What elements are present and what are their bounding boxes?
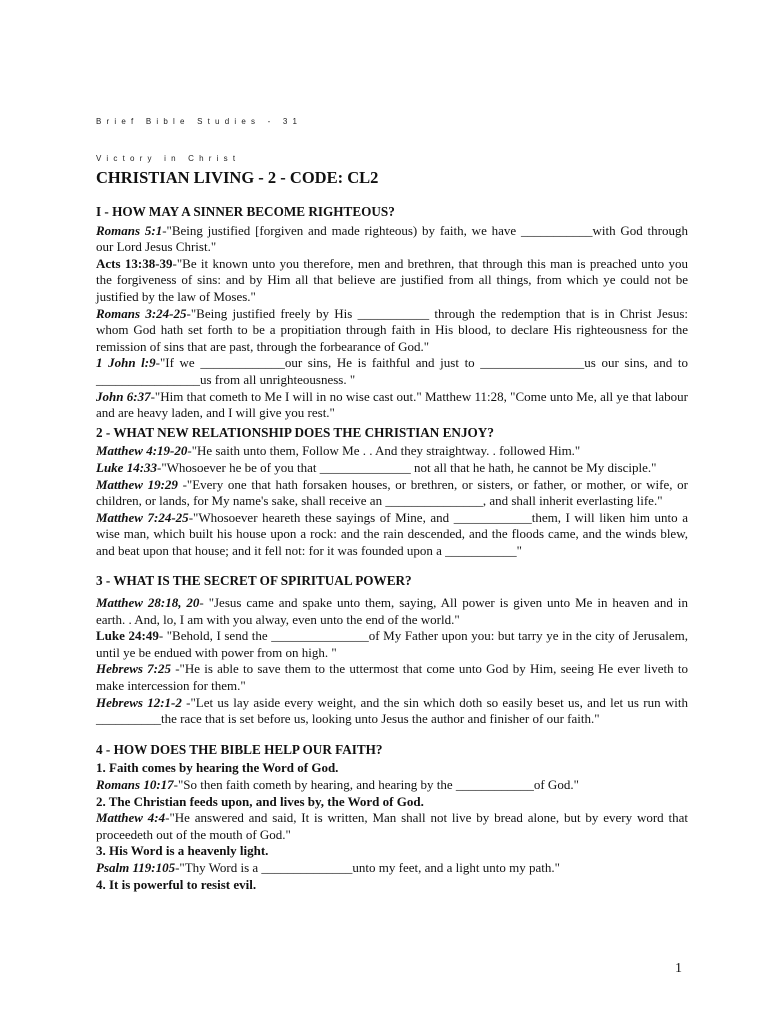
scripture-entry bbox=[96, 223, 688, 256]
study-point: 4. It is powerful to resist evil. bbox=[96, 876, 257, 892]
scripture-reference: Luke 14:33 bbox=[96, 459, 158, 475]
scripture-text: -"He answered and said, It is written, Man shall not live by bread alone, but by every word that proceedeth out of the mouth of God." bbox=[96, 810, 688, 842]
scripture-reference: Matthew 7:24-25 bbox=[96, 509, 189, 525]
scripture-entry bbox=[96, 810, 688, 843]
scripture-text: -"Being justified freely by His ___________ through the redemption that is in Christ Jesus: whom God hath set forth to be a propitiation through faith in His blood, to declare His righteousness for the remission of sins that are past, through the forbearance of God." bbox=[96, 305, 688, 354]
scripture-text: -"Whosoever he be of you that ______________ not all that he hath, he cannot be My disciple." bbox=[157, 459, 657, 475]
scripture-text: -"If we _____________our sins, He is faithful and just to ________________us our sins, and to ________________us from all unrighteousness. " bbox=[96, 355, 688, 387]
scripture-reference: Luke 24:49 bbox=[96, 628, 159, 644]
scripture-entry bbox=[96, 355, 688, 388]
scripture-entry bbox=[96, 695, 688, 728]
scripture-text: -"He is able to save them to the uttermost that come unto God by Him, seeing He ever liveth to make intercession for them." bbox=[96, 661, 688, 694]
scripture-entry bbox=[96, 628, 688, 661]
series-header: Brief Bible Studies - 31 bbox=[96, 117, 303, 126]
scripture-reference: Matthew 4:4 bbox=[96, 810, 166, 826]
study-body bbox=[96, 204, 688, 893]
scripture-reference: Matthew 4:19-20 bbox=[96, 443, 188, 459]
scripture-text: - "Behold, I send the _______________of My Father upon you: but tarry ye in the city of Jerusalem, until ye be endued with power from on high. " bbox=[96, 628, 688, 660]
scripture-reference: Romans 5:1 bbox=[96, 222, 163, 238]
scripture-reference: Acts 13:38-39 bbox=[96, 255, 173, 271]
scripture-entry bbox=[96, 595, 688, 628]
scripture-reference: Psalm 119:105 bbox=[96, 859, 176, 875]
scripture-reference: Matthew 19:29 bbox=[96, 476, 178, 492]
scripture-entry bbox=[96, 443, 688, 460]
scripture-text: -"Whosoever heareth these sayings of Mine, and ____________them, I will liken him unto a wise man, which built his house upon a rock: and the rain descended, and the floods came, and the winds blew, and beat upon that house; and it fell not: for it was founded upon a ___________" bbox=[96, 509, 688, 558]
scripture-reference: Romans 10:17 bbox=[96, 777, 174, 792]
scripture-text: - "Jesus came and spake unto them, saying, All power is given unto Me in heaven and in earth. . And, lo, I am with you alway, even unto the end of the world." bbox=[96, 595, 688, 627]
scripture-entry bbox=[96, 256, 688, 306]
scripture-entry bbox=[96, 389, 688, 422]
scripture-text: -"Him that cometh to Me I will in no wise cast out." Matthew 11:28, "Come unto Me, all ye that labour and are heavy laden, and I will give you rest." bbox=[96, 388, 688, 421]
scripture-reference: Romans 3:24-25 bbox=[96, 305, 187, 321]
scripture-entry bbox=[96, 460, 688, 477]
study-subtitle: Victory in Christ bbox=[96, 154, 241, 163]
scripture-entry bbox=[96, 860, 688, 877]
scripture-text: -"Every one that hath forsaken houses, or brethren, or sisters, or father, or mother, or wife, or children, or lands, for My name's sake, shall receive an _______________, and shall inherit everlasting life." bbox=[96, 476, 688, 509]
section-heading: 4 - HOW DOES THE BIBLE HELP OUR FAITH? bbox=[96, 741, 383, 757]
scripture-reference: Matthew 28:18, 20 bbox=[96, 595, 200, 611]
scripture-entry bbox=[96, 777, 688, 794]
scripture-entry bbox=[96, 477, 688, 510]
scripture-text: -"Let us lay aside every weight, and the sin which doth so easily beset us, and let us run with __________the race that is set before us, looking unto Jesus the author and finisher of our faith." bbox=[96, 694, 688, 727]
scripture-reference: John 6:37 bbox=[96, 388, 151, 404]
scripture-entry bbox=[96, 306, 688, 356]
section-heading: I - HOW MAY A SINNER BECOME RIGHTEOUS? bbox=[96, 204, 395, 219]
scripture-reference: Hebrews 12:1-2 bbox=[96, 694, 182, 710]
section-heading: 2 - WHAT NEW RELATIONSHIP DOES THE CHRISTIAN ENJOY? bbox=[96, 424, 494, 440]
scripture-text: -"Be it known unto you therefore, men and brethren, that through this man is preached unto you the forgiveness of sins: and by Him all that believe are justified from all things, from which ye could not be justified by the law of Moses." bbox=[96, 255, 688, 304]
scripture-entry bbox=[96, 661, 688, 694]
scripture-text: -"So then faith cometh by hearing, and hearing by the ____________of God." bbox=[173, 777, 579, 792]
scripture-text: -"He saith unto them, Follow Me . . And they straightway. . followed Him." bbox=[187, 443, 581, 459]
section-heading: 3 - WHAT IS THE SECRET OF SPIRITUAL POWER? bbox=[96, 573, 412, 589]
scripture-entry bbox=[96, 510, 688, 560]
study-point: 1. Faith comes by hearing the Word of God. bbox=[96, 760, 339, 776]
scripture-text: -"Being justified [forgiven and made righteous) by faith, we have ___________with God through our Lord Jesus Christ." bbox=[96, 222, 688, 255]
page-number: 1 bbox=[675, 961, 682, 976]
document-title: CHRISTIAN LIVING - 2 - CODE: CL2 bbox=[96, 168, 379, 187]
scripture-reference: 1 John l:9 bbox=[96, 355, 156, 371]
scripture-reference: Hebrews 7:25 bbox=[96, 661, 171, 677]
study-point: 3. His Word is a heavenly light. bbox=[96, 843, 269, 859]
study-point: 2. The Christian feeds upon, and lives by, the Word of God. bbox=[96, 793, 424, 809]
scripture-text: -"Thy Word is a ______________unto my feet, and a light unto my path." bbox=[175, 859, 560, 875]
